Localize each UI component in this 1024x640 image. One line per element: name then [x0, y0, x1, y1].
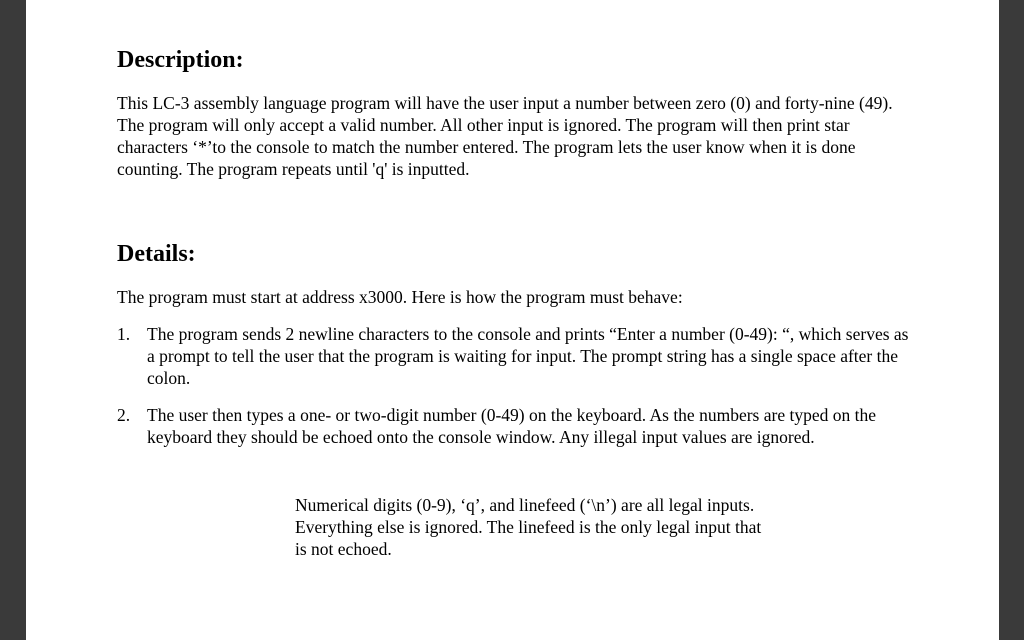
- list-item-number: 1.: [117, 324, 131, 344]
- details-intro-paragraph: The program must start at address x3000. Here is how the program must behave:: [117, 287, 683, 307]
- document-page: [26, 0, 999, 640]
- description-paragraph: This LC-3 assembly language program will have the user input a number between zero (0) and forty-nine (49). The program will only accept a valid number. All other input is ignored. The program will then print star characters ‘*’to the console to match the number entered. The program lets the user know when it is done counting. The program repeats until 'q' is inputted.: [117, 93, 893, 179]
- details-heading: Details:: [117, 241, 196, 267]
- list-item-text: The user then types a one- or two-digit number (0-49) on the keyboard. As the numbers are typed on the keyboard they should be echoed onto the console window. Any illegal input values are ignored.: [147, 405, 876, 447]
- legal-inputs-note: Numerical digits (0-9), ‘q’, and linefeed (‘\n’) are all legal inputs. Everything else is ignored. The linefeed is the only legal input that is not echoed.: [295, 495, 762, 559]
- list-item-number: 2.: [117, 405, 131, 425]
- list-item-text: The program sends 2 newline characters to the console and prints “Enter a number (0-49): “, which serves as a prompt to tell the user that the program is waiting for input. The prompt string has a single space after the colon.: [147, 324, 909, 388]
- description-heading: Description:: [117, 47, 244, 73]
